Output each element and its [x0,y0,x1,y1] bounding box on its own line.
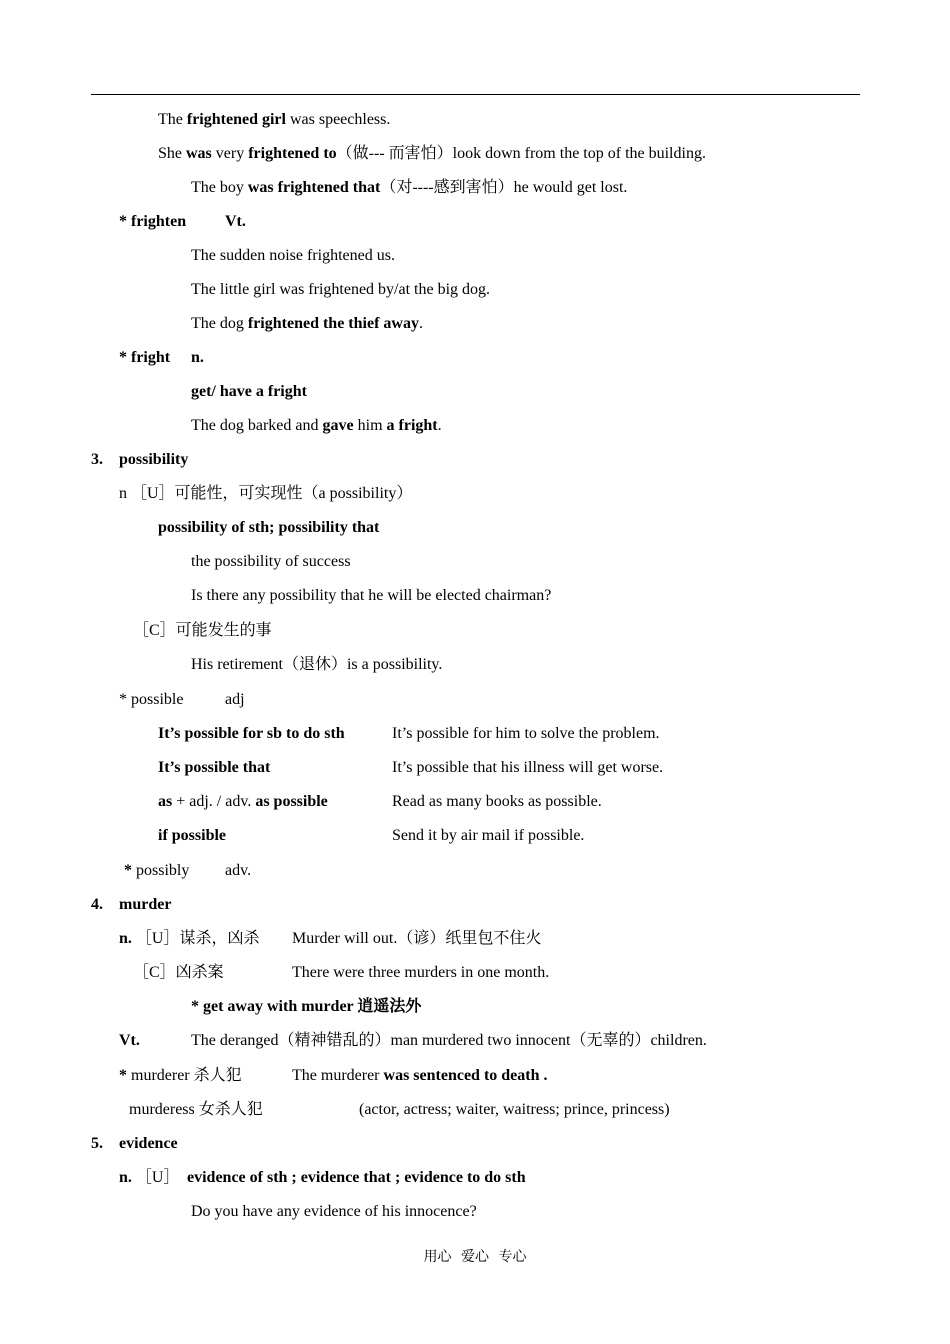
plain-text: adj [225,691,245,708]
plain-text: ［C］可能发生的事 [133,622,272,639]
text-line [191,655,442,675]
text-line [292,1066,548,1086]
text-line [191,586,551,606]
pattern-cell [158,724,345,744]
bold-text: if possible [158,827,227,844]
plain-text: The deranged（精神错乱的）man murdered two innocent（无辜的）children. [191,1032,707,1049]
plain-text: was speechless. [285,111,391,128]
bold-text: possibility [119,451,189,468]
section-title [119,895,171,915]
bold-text: frightened to [248,145,337,162]
bold-text: It’s possible that [158,759,271,776]
part-of-speech [191,348,204,368]
bold-text: * fright [119,349,171,366]
plain-text: . [418,315,423,332]
plain-text: ［U］谋杀，凶杀 [131,930,260,947]
pattern-cell [158,758,270,778]
plain-text: （对----感到害怕）he would get lost. [380,179,628,196]
example-cell [392,758,663,778]
bold-text: Vt. [119,1032,140,1049]
text-line [191,1031,707,1051]
pattern-cell [158,826,226,846]
plain-text: The dog [191,315,248,332]
text-line [119,1168,179,1188]
plain-text: the possibility of success [191,553,351,570]
text-line [119,484,412,504]
text-line [191,997,421,1017]
text-line [191,416,442,436]
plain-text: His retirement（退休）is a possibility. [191,656,443,673]
plain-text: murderess 女杀人犯 [129,1101,263,1118]
text-line [158,110,390,130]
bold-text: * [124,862,132,879]
bold-text: gave [322,417,354,434]
plain-text: ［U］ [131,1169,180,1186]
plain-text: murderer 杀人犯 [127,1067,242,1084]
text-line [191,178,627,198]
plain-text: (actor, actress; waiter, waitress; prince, princess) [359,1101,670,1118]
plain-text: （做--- 而害怕）look down from the top of the building. [336,145,706,162]
text-line [119,929,259,949]
plain-text: The [158,111,187,128]
plain-text: + adj. / adv. [172,793,256,810]
plain-text: Do you have any evidence of his innocence? [191,1203,477,1220]
section-number [91,450,103,470]
plain-text: The boy [191,179,248,196]
text-line [191,552,351,572]
entry-heading [119,212,186,232]
plain-text: * possible [119,691,184,708]
plain-text: n ［U］可能性，可实现性（a possibility） [119,485,413,502]
text-line [129,1100,263,1120]
footer-word: 专心 [498,1250,527,1265]
section-number [91,1134,103,1154]
example-cell [392,792,602,812]
section-title [119,1134,178,1154]
text-line [158,518,379,538]
bold-text: * get away with murder 逍遥法外 [191,998,422,1015]
bold-text: possibility of sth; possibility that [158,519,380,536]
plain-text: very [211,145,249,162]
part-of-speech [225,861,251,881]
text-line [133,621,272,641]
text-line [191,1202,477,1222]
entry-heading [119,348,170,368]
text-line [191,280,490,300]
bold-text: evidence [119,1135,178,1152]
bold-text: get/ have a fright [191,383,307,400]
plain-text: The murderer [292,1067,384,1084]
bold-text: n. [119,930,132,947]
bold-text: a fright [386,417,438,434]
bold-text: n. [119,1169,132,1186]
bold-text: was frightened that [247,179,381,196]
text-line [191,246,395,266]
plain-text: It’s possible for him to solve the problem. [392,725,660,742]
text-line [359,1100,670,1120]
bold-text: * [119,1067,127,1084]
bold-text: as [158,793,173,810]
plain-text: It’s possible that his illness will get worse. [392,759,664,776]
footer-word: 用心 [423,1250,452,1265]
text-line [292,929,541,949]
example-cell [392,724,660,744]
bold-text: evidence of sth ; evidence that ; evidence to do sth [187,1169,526,1186]
bold-text: frightened girl [186,111,286,128]
entry-heading [119,1066,242,1086]
header-rule [91,94,860,95]
bold-text: murder [119,896,172,913]
example-cell [392,826,584,846]
text-line [191,314,423,334]
plain-text: Is there any possibility that he will be elected chairman? [191,587,552,604]
bold-text: was sentenced to death . [383,1067,548,1084]
section-number [91,895,103,915]
bold-text: 4. [91,896,103,913]
section-title [119,450,188,470]
plain-text: She [158,145,186,162]
plain-text: possibly [132,862,190,879]
text-line [191,382,307,402]
footer-word: 爱心 [461,1250,489,1265]
bold-text: It’s possible for sb to do sth [158,725,345,742]
bold-text: 3. [91,451,103,468]
text-line [133,963,224,983]
part-of-speech [225,212,246,232]
bold-text: n. [191,349,204,366]
entry-heading [124,861,189,881]
entry-heading [119,690,183,710]
plain-text: There were three murders in one month. [292,964,550,981]
bold-text: frightened the thief away [247,315,419,332]
plain-text: The little girl was frightened by/at the big dog. [191,281,491,298]
plain-text: . [437,417,442,434]
plain-text: him [353,417,387,434]
bold-text: as possible [255,793,328,810]
plain-text: The sudden noise frightened us. [191,247,395,264]
bold-text: was [186,145,212,162]
part-of-speech [119,1031,140,1051]
plain-text: Murder will out.（谚）纸里包不住火 [292,930,542,947]
pattern-cell [158,792,328,812]
plain-text: ［C］凶杀案 [133,964,224,981]
plain-text: Send it by air mail if possible. [392,827,585,844]
plain-text: The dog barked and [191,417,323,434]
plain-text: adv. [225,862,252,879]
text-line [292,963,549,983]
text-line [158,144,706,164]
part-of-speech [225,690,245,710]
text-line [187,1168,526,1188]
bold-text: Vt. [225,213,246,230]
page-footer [0,1248,950,1268]
plain-text: Read as many books as possible. [392,793,602,810]
bold-text: * frighten [119,213,187,230]
bold-text: 5. [91,1135,103,1152]
